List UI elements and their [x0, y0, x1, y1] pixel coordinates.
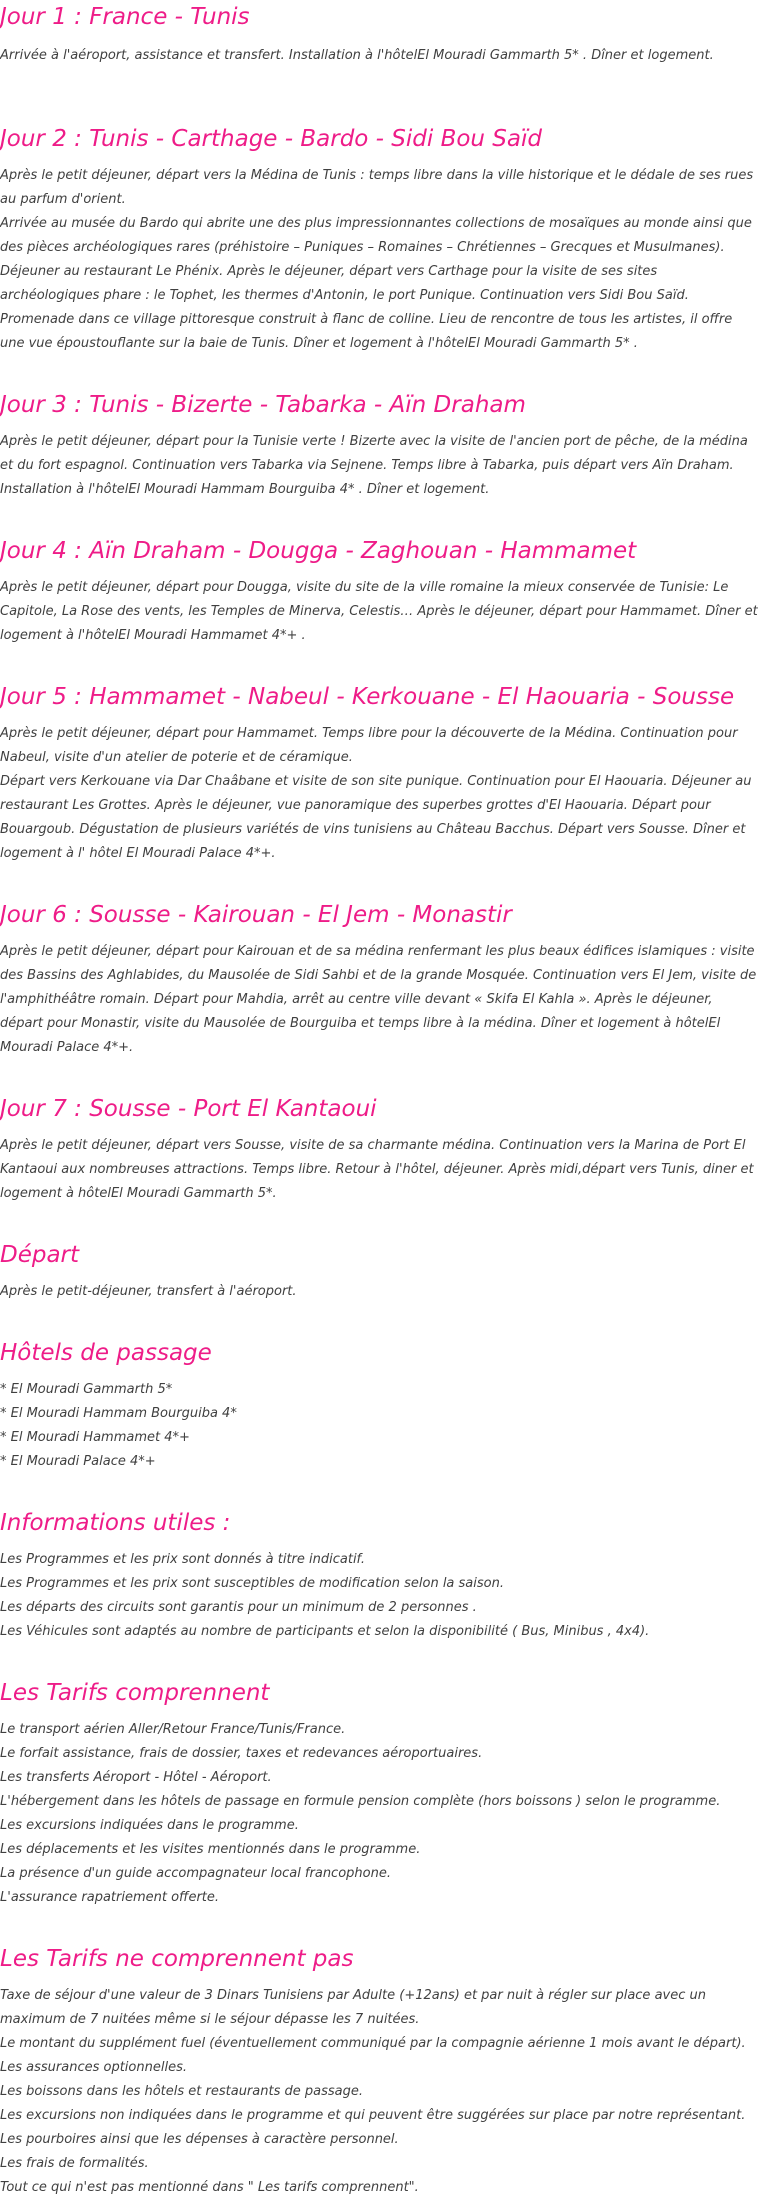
day-5-paragraph: Après le petit déjeuner, départ pour Hammamet. Temps libre pour la découverte de la Médina. Continuation pour Nabeul, visite d'un atelier de poterie et de céramique.	[0, 726, 738, 765]
hotel-item: * El Mouradi Palace 4*+	[0, 1454, 156, 1469]
departure-paragraph: Après le petit-déjeuner, transfert à l'aéroport.	[0, 1284, 297, 1299]
prices-exclude-body	[0, 1984, 758, 2200]
hotel-item: * El Mouradi Gammarth 5*	[0, 1382, 173, 1397]
hotel-item: * El Mouradi Hammamet 4*+	[0, 1430, 190, 1445]
useful-info-list	[0, 1548, 758, 1644]
day-5-body	[0, 722, 758, 866]
day-3-body	[0, 430, 758, 502]
day-6-title: Jour 6 : Sousse - Kairouan - El Jem - Monastir	[0, 902, 512, 928]
prices-exclude-item: Taxe de séjour d'une valeur de 3 Dinars Tunisiens par Adulte (+12ans) et par nuit à régler sur place avec un maximum de 7 nuitées même si le séjour dépasse les 7 nuitées.	[0, 1988, 706, 2027]
prices-exclude-list	[0, 1984, 758, 2200]
departure-body	[0, 1280, 758, 1304]
day-1-paragraph: Arrivée à l'aéroport, assistance et transfert. Installation à l'hôtelEl Mouradi Gammarth 5* . Dîner et logement.	[0, 48, 714, 63]
prices-include-item: La présence d'un guide accompagnateur local francophone.	[0, 1866, 391, 1881]
day-1-title: Jour 1 : France - Tunis	[0, 4, 250, 30]
prices-include-item: Les transferts Aéroport - Hôtel - Aéroport.	[0, 1770, 272, 1785]
prices-include-item: L'hébergement dans les hôtels de passage en formule pension complète (hors boissons ) selon le programme.	[0, 1794, 721, 1809]
hotels-title: Hôtels de passage	[0, 1340, 212, 1366]
prices-include-item: L'assurance rapatriement offerte.	[0, 1890, 220, 1905]
useful-info-item: Les Programmes et les prix sont donnés à titre indicatif.	[0, 1552, 366, 1567]
prices-include-body	[0, 1718, 758, 1910]
useful-info-body	[0, 1548, 758, 1644]
day-7-title: Jour 7 : Sousse - Port El Kantaoui	[0, 1096, 377, 1122]
day-3-title: Jour 3 : Tunis - Bizerte - Tabarka - Aïn Draham	[0, 392, 526, 418]
prices-include-title: Les Tarifs comprennent	[0, 1680, 270, 1706]
prices-include-item: Le transport aérien Aller/Retour France/Tunis/France.	[0, 1722, 346, 1737]
prices-exclude-section	[0, 1944, 758, 2200]
day-4-paragraph: Après le petit déjeuner, départ pour Dougga, visite du site de la ville romaine la mieux conservée de Tunisie: Le Capitole, La Rose des vents, les Temples de Minerva, Celestis… Après le déjeuner, départ pour Hammamet. Dîner et logement à l'hôtelEl Mouradi Hammamet 4*+ .	[0, 580, 758, 643]
day-5-section	[0, 682, 758, 866]
hotels-list	[0, 1378, 758, 1474]
day-2-paragraph: Après le petit déjeuner, départ vers la Médina de Tunis : temps libre dans la ville historique et le dédale de ses rues au parfum d'orient.	[0, 168, 754, 207]
day-4-title: Jour 4 : Aïn Draham - Dougga - Zaghouan - Hammamet	[0, 538, 637, 564]
prices-include-section	[0, 1678, 758, 1910]
day-4-section	[0, 536, 758, 648]
prices-exclude-title: Les Tarifs ne comprennent pas	[0, 1946, 354, 1972]
day-7-section	[0, 1094, 758, 1206]
prices-exclude-item: Les assurances optionnelles.	[0, 2060, 187, 2075]
day-7-paragraph: Après le petit déjeuner, départ vers Sousse, visite de sa charmante médina. Continuation vers la Marina de Port El Kantaoui aux nombreuses attractions. Temps libre. Retour à l'hôtel, déjeuner. Après midi,départ vers Tunis, diner et logement à hôtelEl Mouradi Gammarth 5*.	[0, 1138, 754, 1201]
day-6-paragraph: Après le petit déjeuner, départ pour Kairouan et de sa médina renfermant les plus beaux édifices islamiques : visite des Bassins des Aghlabides, du Mausolée de Sidi Sahbi et de la grande Mosquée. Continuation vers El Jem, visite de l'amphithéâtre romain. Départ pour Mahdia, arrêt au centre ville devant « Skifa El Kahla ». Après le déjeuner, départ pour Monastir, visite du Mausolée de Bourguiba et temps libre à la médina. Dîner et logement à hôtelEl Mouradi Palace 4*+.	[0, 944, 757, 1055]
prices-exclude-item: Le montant du supplément fuel (éventuellement communiqué par la compagnie aérienne 1 mois avant le départ).	[0, 2036, 746, 2051]
day-2-body	[0, 164, 758, 356]
day-3-section	[0, 390, 758, 502]
prices-include-item: Le forfait assistance, frais de dossier, taxes et redevances aéroportuaires.	[0, 1746, 483, 1761]
day-1-body	[0, 44, 758, 68]
hotel-item: * El Mouradi Hammam Bourguiba 4*	[0, 1406, 237, 1421]
day-4-body	[0, 576, 758, 648]
prices-exclude-item: Les excursions non indiquées dans le programme et qui peuvent être suggérées sur place par notre représentant.	[0, 2108, 746, 2123]
day-5-paragraph: Départ vers Kerkouane via Dar Chaâbane et visite de son site punique. Continuation pour El Haouaria. Déjeuner au restaurant Les Grottes. Après le déjeuner, vue panoramique des superbes grottes d'El Haouaria. Départ pour Bouargoub. Dégustation de plusieurs variétés de vins tunisiens au Château Bacchus. Départ vers Sousse. Dîner et logement à l' hôtel El Mouradi Palace 4*+.	[0, 774, 752, 861]
useful-info-item: Les Programmes et les prix sont susceptibles de modification selon la saison.	[0, 1576, 504, 1591]
useful-info-section	[0, 1508, 758, 1644]
useful-info-item: Les départs des circuits sont garantis pour un minimum de 2 personnes .	[0, 1600, 477, 1615]
useful-info-title: Informations utiles :	[0, 1510, 231, 1536]
prices-include-item: Les excursions indiquées dans le programme.	[0, 1818, 299, 1833]
hotels-section	[0, 1338, 758, 1474]
day-2-title: Jour 2 : Tunis - Carthage - Bardo - Sidi Bou Saïd	[0, 126, 542, 152]
departure-title: Départ	[0, 1242, 80, 1268]
prices-exclude-item: Les boissons dans les hôtels et restaurants de passage.	[0, 2084, 363, 2099]
hotels-body	[0, 1378, 758, 1474]
prices-include-item: Les déplacements et les visites mentionnés dans le programme.	[0, 1842, 421, 1857]
prices-exclude-item: Les pourboires ainsi que les dépenses à caractère personnel.	[0, 2132, 399, 2147]
day-5-title: Jour 5 : Hammamet - Nabeul - Kerkouane - El Haouaria - Sousse	[0, 684, 735, 710]
prices-include-list	[0, 1718, 758, 1910]
day-3-paragraph: Après le petit déjeuner, départ pour la Tunisie verte ! Bizerte avec la visite de l'ancien port de pêche, de la médina et du fort espagnol. Continuation vers Tabarka via Sejnene. Temps libre à Tabarka, puis départ vers Aïn Draham. Installation à l'hôtelEl Mouradi Hammam Bourguiba 4* . Dîner et logement.	[0, 434, 748, 497]
day-1-section	[0, 0, 758, 68]
prices-exclude-item: Tout ce qui n'est pas mentionné dans " Les tarifs comprennent".	[0, 2180, 419, 2195]
day-2-paragraph: Arrivée au musée du Bardo qui abrite une des plus impressionnantes collections de mosaïques au monde ainsi que des pièces archéologiques rares (préhistoire – Puniques – Romaines – Chrétiennes – Grecques et Musulmanes). Déjeuner au restaurant Le Phénix. Après le déjeuner, départ vers Carthage pour la visite de ses sites archéologiques phare : le Tophet, les thermes d'Antonin, le port Punique. Continuation vers Sidi Bou Saïd. Promenade dans ce village pittoresque construit à flanc de colline. Lieu de rencontre de tous les artistes, il offre une vue époustouflante sur la baie de Tunis. Dîner et logement à l'hôtelEl Mouradi Gammarth 5* .	[0, 216, 752, 351]
useful-info-item: Les Véhicules sont adaptés au nombre de participants et selon la disponibilité ( Bus, Minibus , 4x4).	[0, 1624, 650, 1639]
day-6-section	[0, 900, 758, 1060]
day-7-body	[0, 1134, 758, 1206]
departure-section	[0, 1240, 758, 1304]
prices-exclude-item: Les frais de formalités.	[0, 2156, 149, 2171]
day-6-body	[0, 940, 758, 1060]
day-2-section	[0, 124, 758, 356]
